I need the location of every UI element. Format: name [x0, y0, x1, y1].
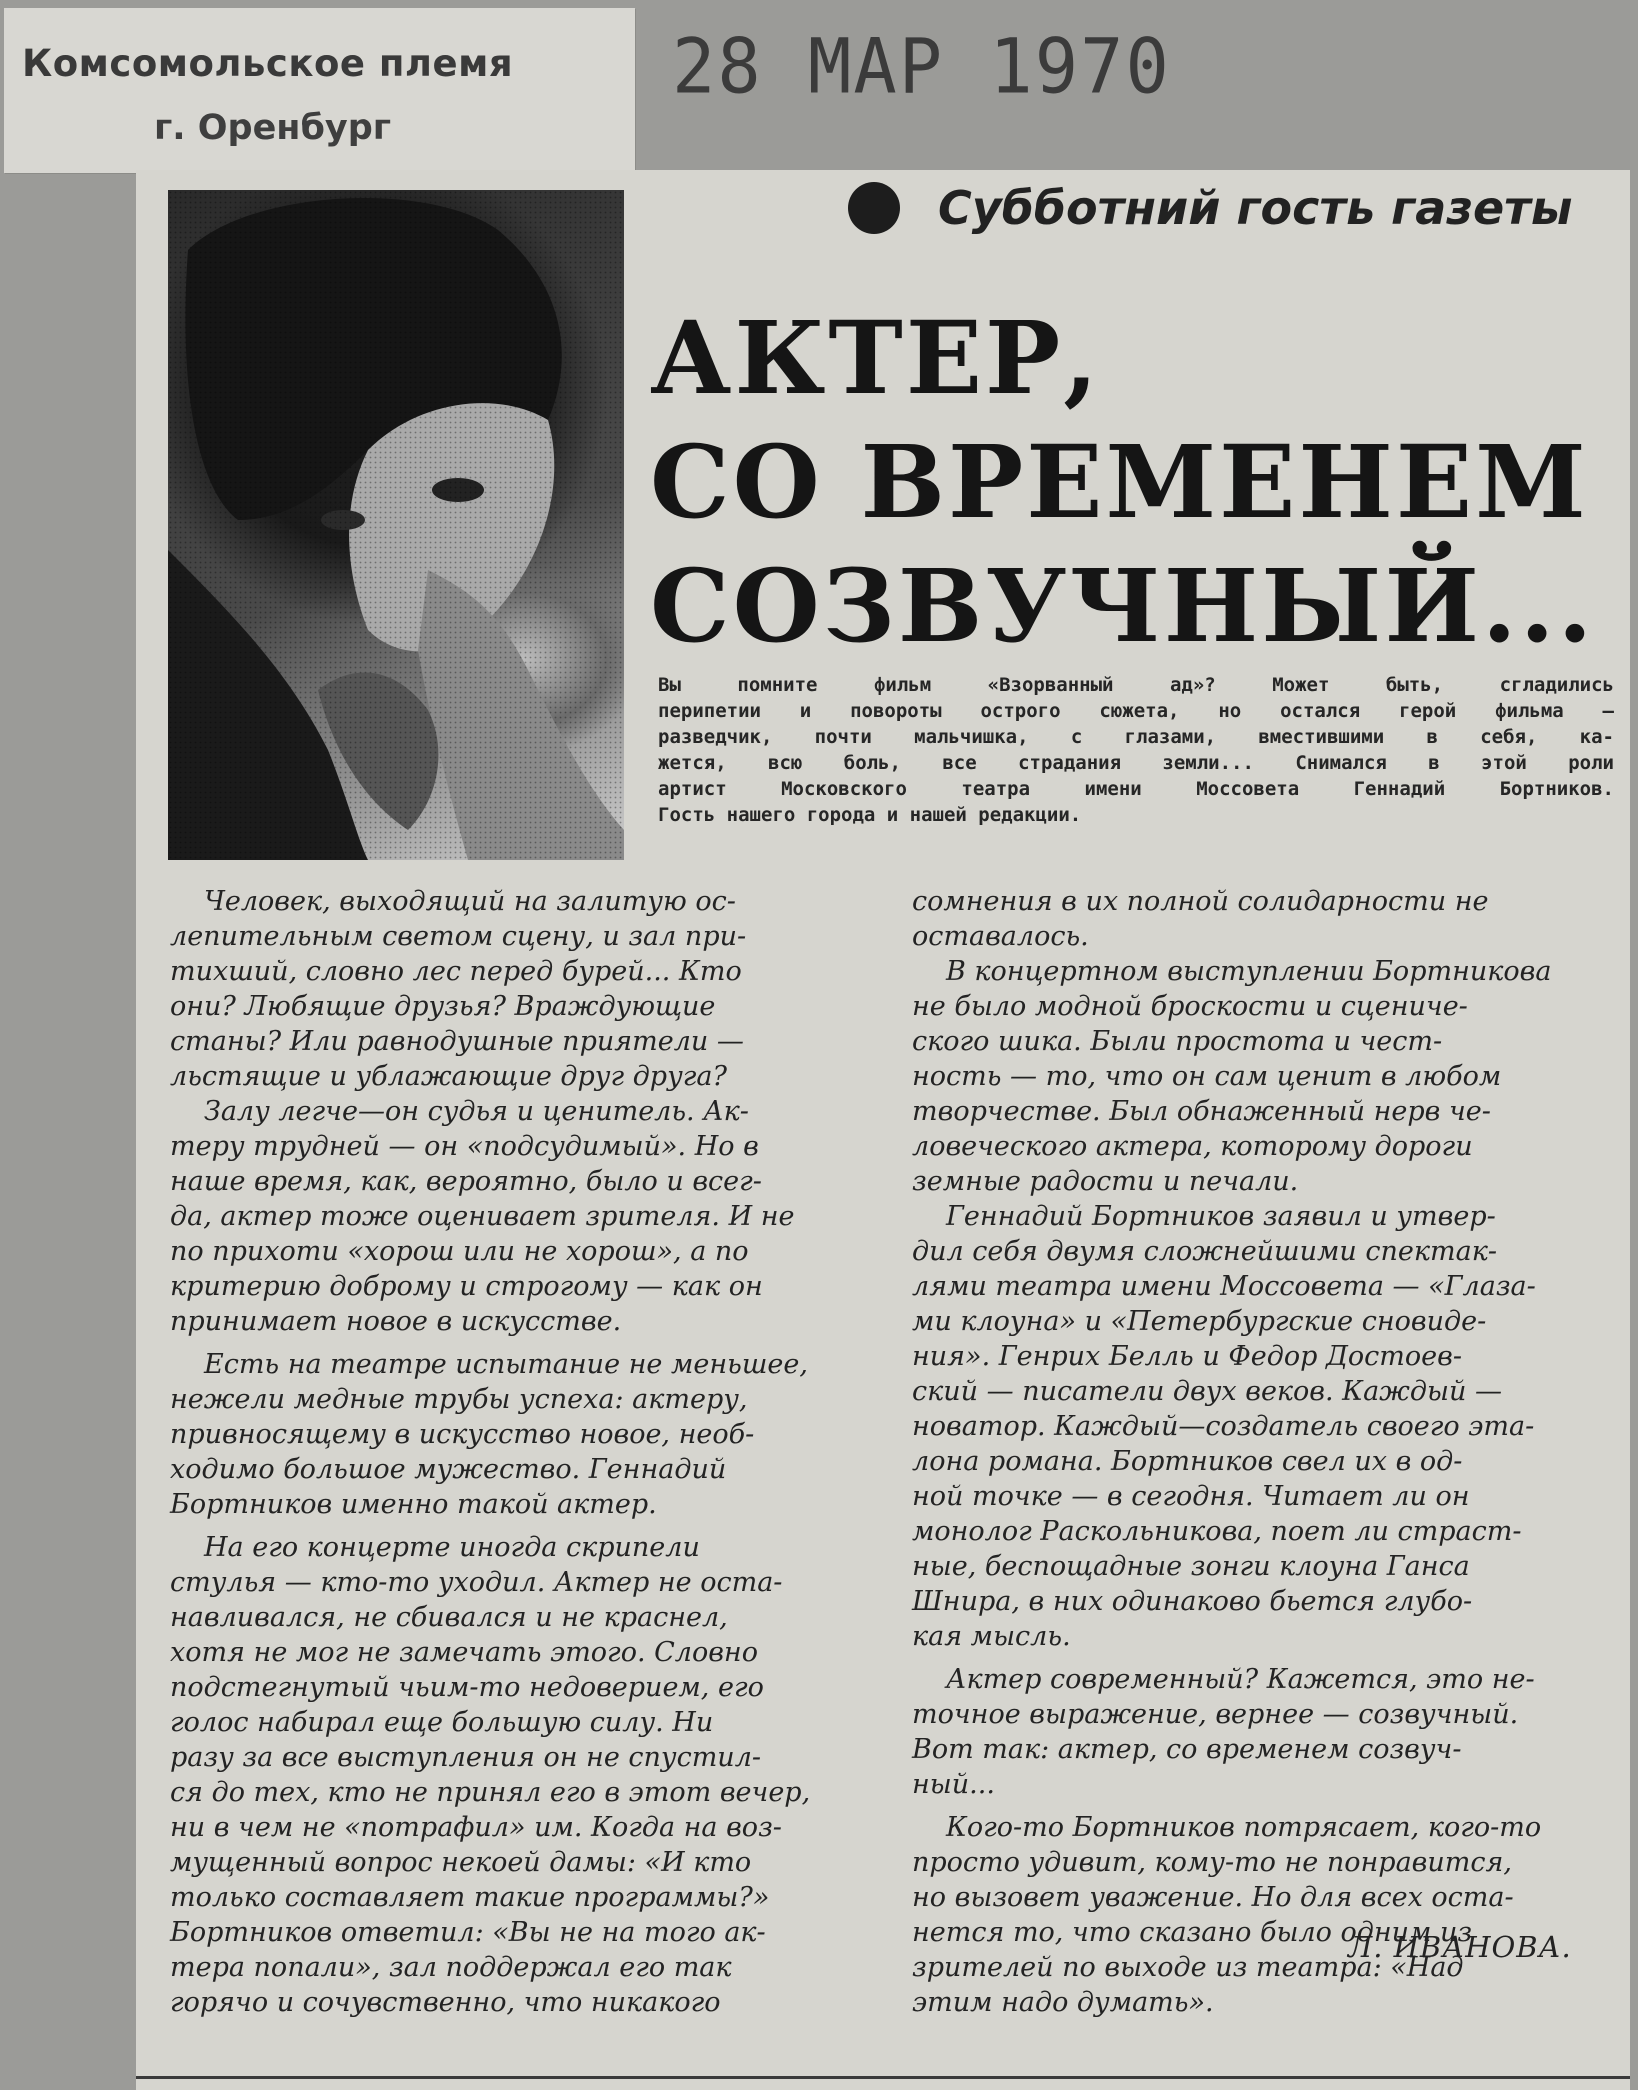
article-column-1	[170, 884, 876, 2020]
headline-line: СО ВРЕМЕНЕМ	[650, 423, 1589, 541]
text-line: Бортников именно такой актер.	[170, 1489, 657, 1520]
rubric-line	[848, 168, 1572, 248]
text-line: они? Любящие друзья? Враждующие	[170, 991, 716, 1022]
lead-line: жется, всю боль, все страдания земли... Снимался в этой роли	[658, 752, 1614, 774]
headline-line: АКТЕР,	[650, 299, 1102, 417]
text-line: ный...	[912, 1769, 995, 1800]
text-line: творчестве. Был обнаженный нерв че-	[912, 1096, 1491, 1127]
text-line: ность — то, что он сам ценит в любом	[912, 1061, 1502, 1092]
text-line: мущенный вопрос некоей дамы: «И кто	[170, 1847, 752, 1878]
text-line: ми клоуна» и «Петербургские сновиде-	[912, 1306, 1487, 1337]
text-line: разу за все выступления он не спустил-	[170, 1742, 762, 1773]
text-line: тера попали», зал поддержал его так	[170, 1952, 732, 1983]
text-line: ные, беспощадные зонги клоуна Ганса	[912, 1551, 1470, 1582]
text-line: ловеческого актера, которому дороги	[912, 1131, 1473, 1162]
text-line: льстящие и ублажающие друг друга?	[170, 1061, 727, 1092]
text-line: но вызовет уважение. Но для всех оста-	[912, 1882, 1514, 1913]
text-line: Есть на театре испытание не меньшее,	[204, 1349, 808, 1380]
lead-line: разведчик, почти мальчишка, с глазами, вместившими в себя, ка-	[658, 726, 1614, 748]
text-line: ся до тех, кто не принял его в этот вечер,	[170, 1777, 811, 1808]
text-line: Вот так: актер, со временем созвуч-	[912, 1734, 1462, 1765]
text-line: монолог Раскольникова, поет ли страст-	[912, 1516, 1522, 1547]
text-line: горячо и сочувственно, что никакого	[170, 1987, 721, 2018]
text-line: На его концерте иногда скрипели	[204, 1532, 700, 1563]
text-line: земные радости и печали.	[912, 1166, 1299, 1197]
text-line: Актер современный? Кажется, это не-	[946, 1664, 1535, 1695]
text-line: ского шика. Были простота и чест-	[912, 1026, 1443, 1057]
text-line: Кого-то Бортников потрясает, кого-то	[946, 1812, 1542, 1843]
text-line: Человек, выходящий на залитую ос-	[204, 886, 736, 917]
headline-line: СОЗВУЧНЫЙ...	[650, 547, 1596, 665]
text-line: не было модной броскости и сцениче-	[912, 991, 1468, 1022]
source-label	[4, 8, 635, 173]
text-line: ни в чем не «потрафил» им. Когда на воз-	[170, 1812, 782, 1843]
text-line: принимает новое в искусстве.	[170, 1306, 622, 1337]
text-line: просто удивит, кому-то не понравится,	[912, 1847, 1512, 1878]
text-line: теру трудней — он «подсудимый». Но в	[170, 1131, 759, 1162]
publication-city: г. Оренбург	[154, 108, 392, 148]
text-line: голос набирал еще большую силу. Ни	[170, 1707, 714, 1738]
text-line: ский — писатели двух веков. Каждый —	[912, 1376, 1502, 1407]
text-line: лона романа. Бортников свел их в од-	[912, 1446, 1463, 1477]
text-line: этим надо думать».	[912, 1987, 1214, 2018]
text-line: подстегнутый чьим-то недоверием, его	[170, 1672, 764, 1703]
text-line: кая мысль.	[912, 1621, 1071, 1652]
text-line: новатор. Каждый—создатель своего эта-	[912, 1411, 1535, 1442]
text-line: зрителей по выходе из театра: «Над	[912, 1952, 1464, 1983]
text-line: да, актер тоже оценивает зрителя. И не	[170, 1201, 795, 1232]
text-line: ния». Генрих Белль и Федор Достоев-	[912, 1341, 1462, 1372]
lead-paragraph	[658, 672, 1614, 828]
text-line: Геннадий Бортников заявил и утвер-	[946, 1201, 1496, 1232]
text-line: привносящему в искусство новое, необ-	[170, 1419, 755, 1450]
lead-line: Гость нашего города и нашей редакции.	[658, 804, 1082, 826]
text-line: хотя не мог не замечать этого. Словно	[170, 1637, 758, 1668]
actor-photo	[168, 190, 624, 860]
author-signature: Л. ИВАНОВА.	[1348, 1930, 1572, 1964]
lead-line: перипетии и повороты острого сюжета, но остался герой фильма —	[658, 700, 1614, 722]
text-line: лями театра имени Моссовета — «Глаза-	[912, 1271, 1536, 1302]
text-line: по прихоти «хорош или не хорош», а по	[170, 1236, 749, 1267]
article-column-2	[912, 884, 1616, 2020]
text-line: нежели медные трубы успеха: актеру,	[170, 1384, 748, 1415]
text-line: сомнения в их полной солидарности не	[912, 886, 1489, 917]
text-line: Бортников ответил: «Вы не на того ак-	[170, 1917, 766, 1948]
text-line: дил себя двумя сложнейшими спектак-	[912, 1236, 1497, 1267]
portrait-silhouette	[168, 190, 624, 860]
publication-name: Комсомольское племя	[22, 42, 514, 85]
bullet-dot-icon	[848, 182, 900, 234]
text-line: нется то, что сказано было одним из	[912, 1917, 1473, 1948]
text-line: критерию доброму и строгому — как он	[170, 1271, 763, 1302]
headline	[650, 296, 1610, 668]
text-line: наше время, как, вероятно, было и всег-	[170, 1166, 762, 1197]
bottom-rule-divider	[136, 2076, 1630, 2079]
rubric-title: Субботний гость газеты	[938, 181, 1573, 235]
text-line: ходимо большое мужество. Геннадий	[170, 1454, 727, 1485]
text-line: точное выражение, вернее — созвучный.	[912, 1699, 1519, 1730]
text-line: Залу легче—он судья и ценитель. Ак-	[204, 1096, 749, 1127]
date-stamp: 28 МАР 1970	[672, 21, 1171, 111]
text-line: навливался, не сбивался и не краснел,	[170, 1602, 728, 1633]
text-line: ной точке — в сегодня. Читает ли он	[912, 1481, 1470, 1512]
text-line: Шнира, в них одинаково бьется глубо-	[912, 1586, 1473, 1617]
text-line: стулья — кто-то уходил. Актер не оста-	[170, 1567, 783, 1598]
text-line: лепительным светом сцену, и зал при-	[170, 921, 747, 952]
text-line: только составляет такие программы?»	[170, 1882, 770, 1913]
text-line: В концертном выступлении Бортникова	[946, 956, 1552, 987]
lead-line: артист Московского театра имени Моссовета Геннадий Бортников.	[658, 778, 1614, 800]
text-line: тихший, словно лес перед бурей... Кто	[170, 956, 742, 987]
text-line: станы? Или равнодушные приятели —	[170, 1026, 744, 1057]
lead-line: Вы помните фильм «Взорванный ад»? Может быть, сгладились	[658, 674, 1614, 696]
text-line: оставалось.	[912, 921, 1089, 952]
